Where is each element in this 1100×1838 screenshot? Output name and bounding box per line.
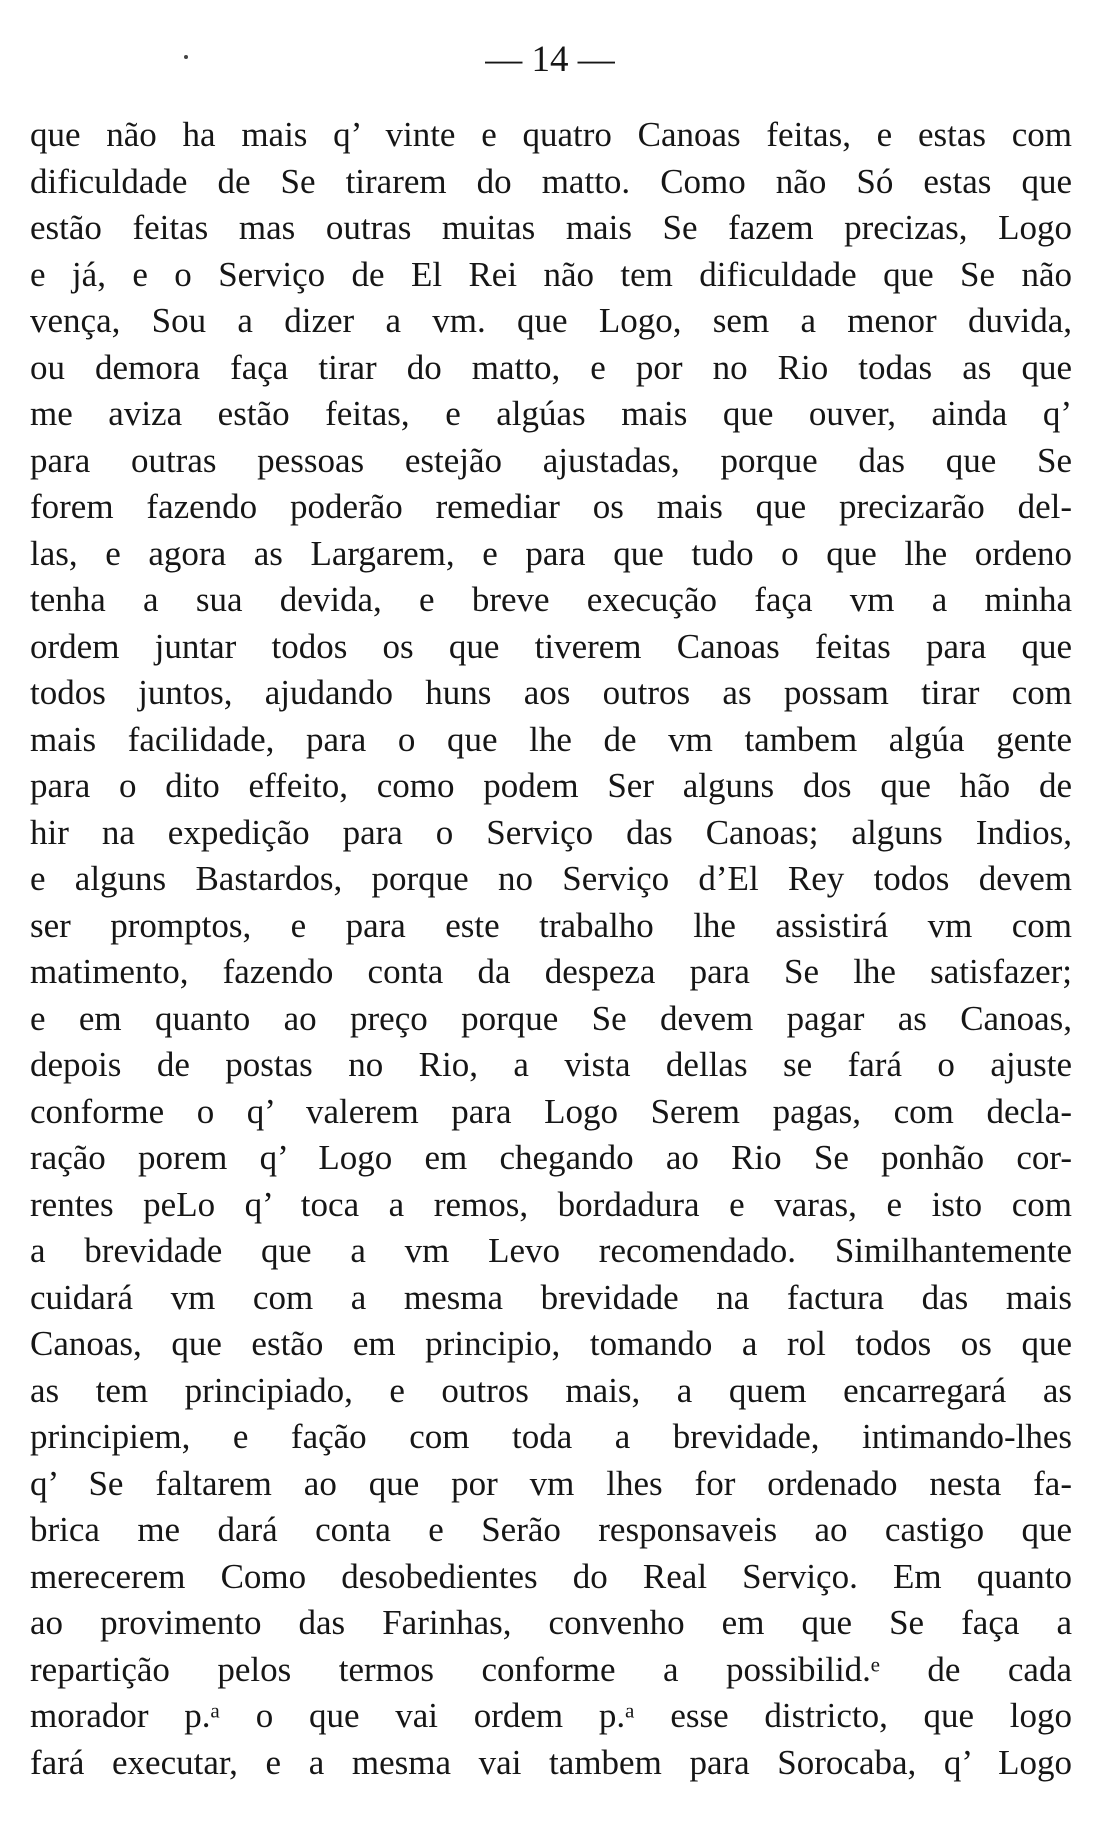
text-line: repartição pelos termos conforme a possibilid.ᵉ de cada: [30, 1649, 1072, 1689]
text-line: cuidará vm com a mesma brevidade na factura das mais: [30, 1277, 1072, 1317]
body-text: [30, 112, 1072, 1786]
text-line: mais facilidade, para o que lhe de vm tambem algúa gente: [30, 719, 1072, 759]
text-line: conforme o q’ valerem para Logo Serem pagas, com decla-: [30, 1091, 1072, 1131]
text-line: e em quanto ao preço porque Se devem pagar as Canoas,: [30, 998, 1072, 1038]
text-line: a brevidade que a vm Levo recomendado. Similhantemente: [30, 1231, 1072, 1270]
text-line: matimento, fazendo conta da despeza para Se lhe satisfazer;: [30, 952, 1072, 991]
text-line: merecerem Como desobedientes do Real Serviço. Em quanto: [30, 1556, 1072, 1596]
text-line: hir na expedição para o Serviço das Canoas; alguns Indios,: [30, 812, 1072, 852]
text-line: dificuldade de Se tirarem do matto. Como não Só estas que: [30, 161, 1072, 201]
text-line: que não ha mais q’ vinte e quatro Canoas feitas, e estas com: [30, 115, 1072, 154]
text-line: estão feitas mas outras muitas mais Se fazem precizas, Logo: [30, 208, 1072, 247]
text-line: ser promptos, e para este trabalho lhe assistirá vm com: [30, 905, 1072, 945]
text-line: me aviza estão feitas, e algúas mais que ouver, ainda q’: [30, 394, 1072, 433]
text-line: para o dito effeito, como podem Ser alguns dos que hão de: [30, 766, 1072, 805]
text-line: q’ Se faltarem ao que por vm lhes for ordenado nesta fa-: [30, 1463, 1072, 1503]
text-line: e alguns Bastardos, porque no Serviço d’El Rey todos devem: [30, 859, 1072, 898]
text-line: morador p.ᵃ o que vai ordem p.ᵃ esse districto, que logo: [30, 1696, 1072, 1735]
text-line: vença, Sou a dizer a vm. que Logo, sem a menor duvida,: [30, 301, 1072, 340]
text-line: e já, e o Serviço de El Rei não tem dificuldade que Se não: [30, 254, 1072, 294]
text-line: las, e agora as Largarem, e para que tudo o que lhe ordeno: [30, 533, 1072, 573]
text-line: fará executar, e a mesma vai tambem para Sorocaba, q’ Logo: [30, 1742, 1072, 1782]
text-line: ordem juntar todos os que tiverem Canoas feitas para que: [30, 626, 1072, 666]
text-line: tenha a sua devida, e breve execução faça vm a minha: [30, 580, 1072, 619]
text-line: todos juntos, ajudando huns aos outros as possam tirar com: [30, 673, 1072, 712]
page-number: — 14 —: [485, 39, 615, 80]
text-line: depois de postas no Rio, a vista dellas se fará o ajuste: [30, 1045, 1072, 1084]
text-line: brica me dará conta e Serão responsaveis ao castigo que: [30, 1510, 1072, 1549]
text-line: principiem, e fação com toda a brevidade, intimando-lhes: [30, 1417, 1072, 1456]
text-line: ao provimento das Farinhas, convenho em que Se faça a: [30, 1603, 1072, 1642]
text-line: ração porem q’ Logo em chegando ao Rio Se ponhão cor-: [30, 1138, 1072, 1177]
text-line: para outras pessoas estejão ajustadas, porque das que Se: [30, 440, 1072, 480]
text-line: ou demora faça tirar do matto, e por no Rio todas as que: [30, 347, 1072, 387]
text-line: rentes peLo q’ toca a remos, bordadura e varas, e isto com: [30, 1184, 1072, 1224]
text-line: forem fazendo poderão remediar os mais que precizarão del-: [30, 487, 1072, 526]
text-line: Canoas, que estão em principio, tomando a rol todos os que: [30, 1324, 1072, 1363]
text-line: as tem principiado, e outros mais, a quem encarregará as: [30, 1370, 1072, 1410]
